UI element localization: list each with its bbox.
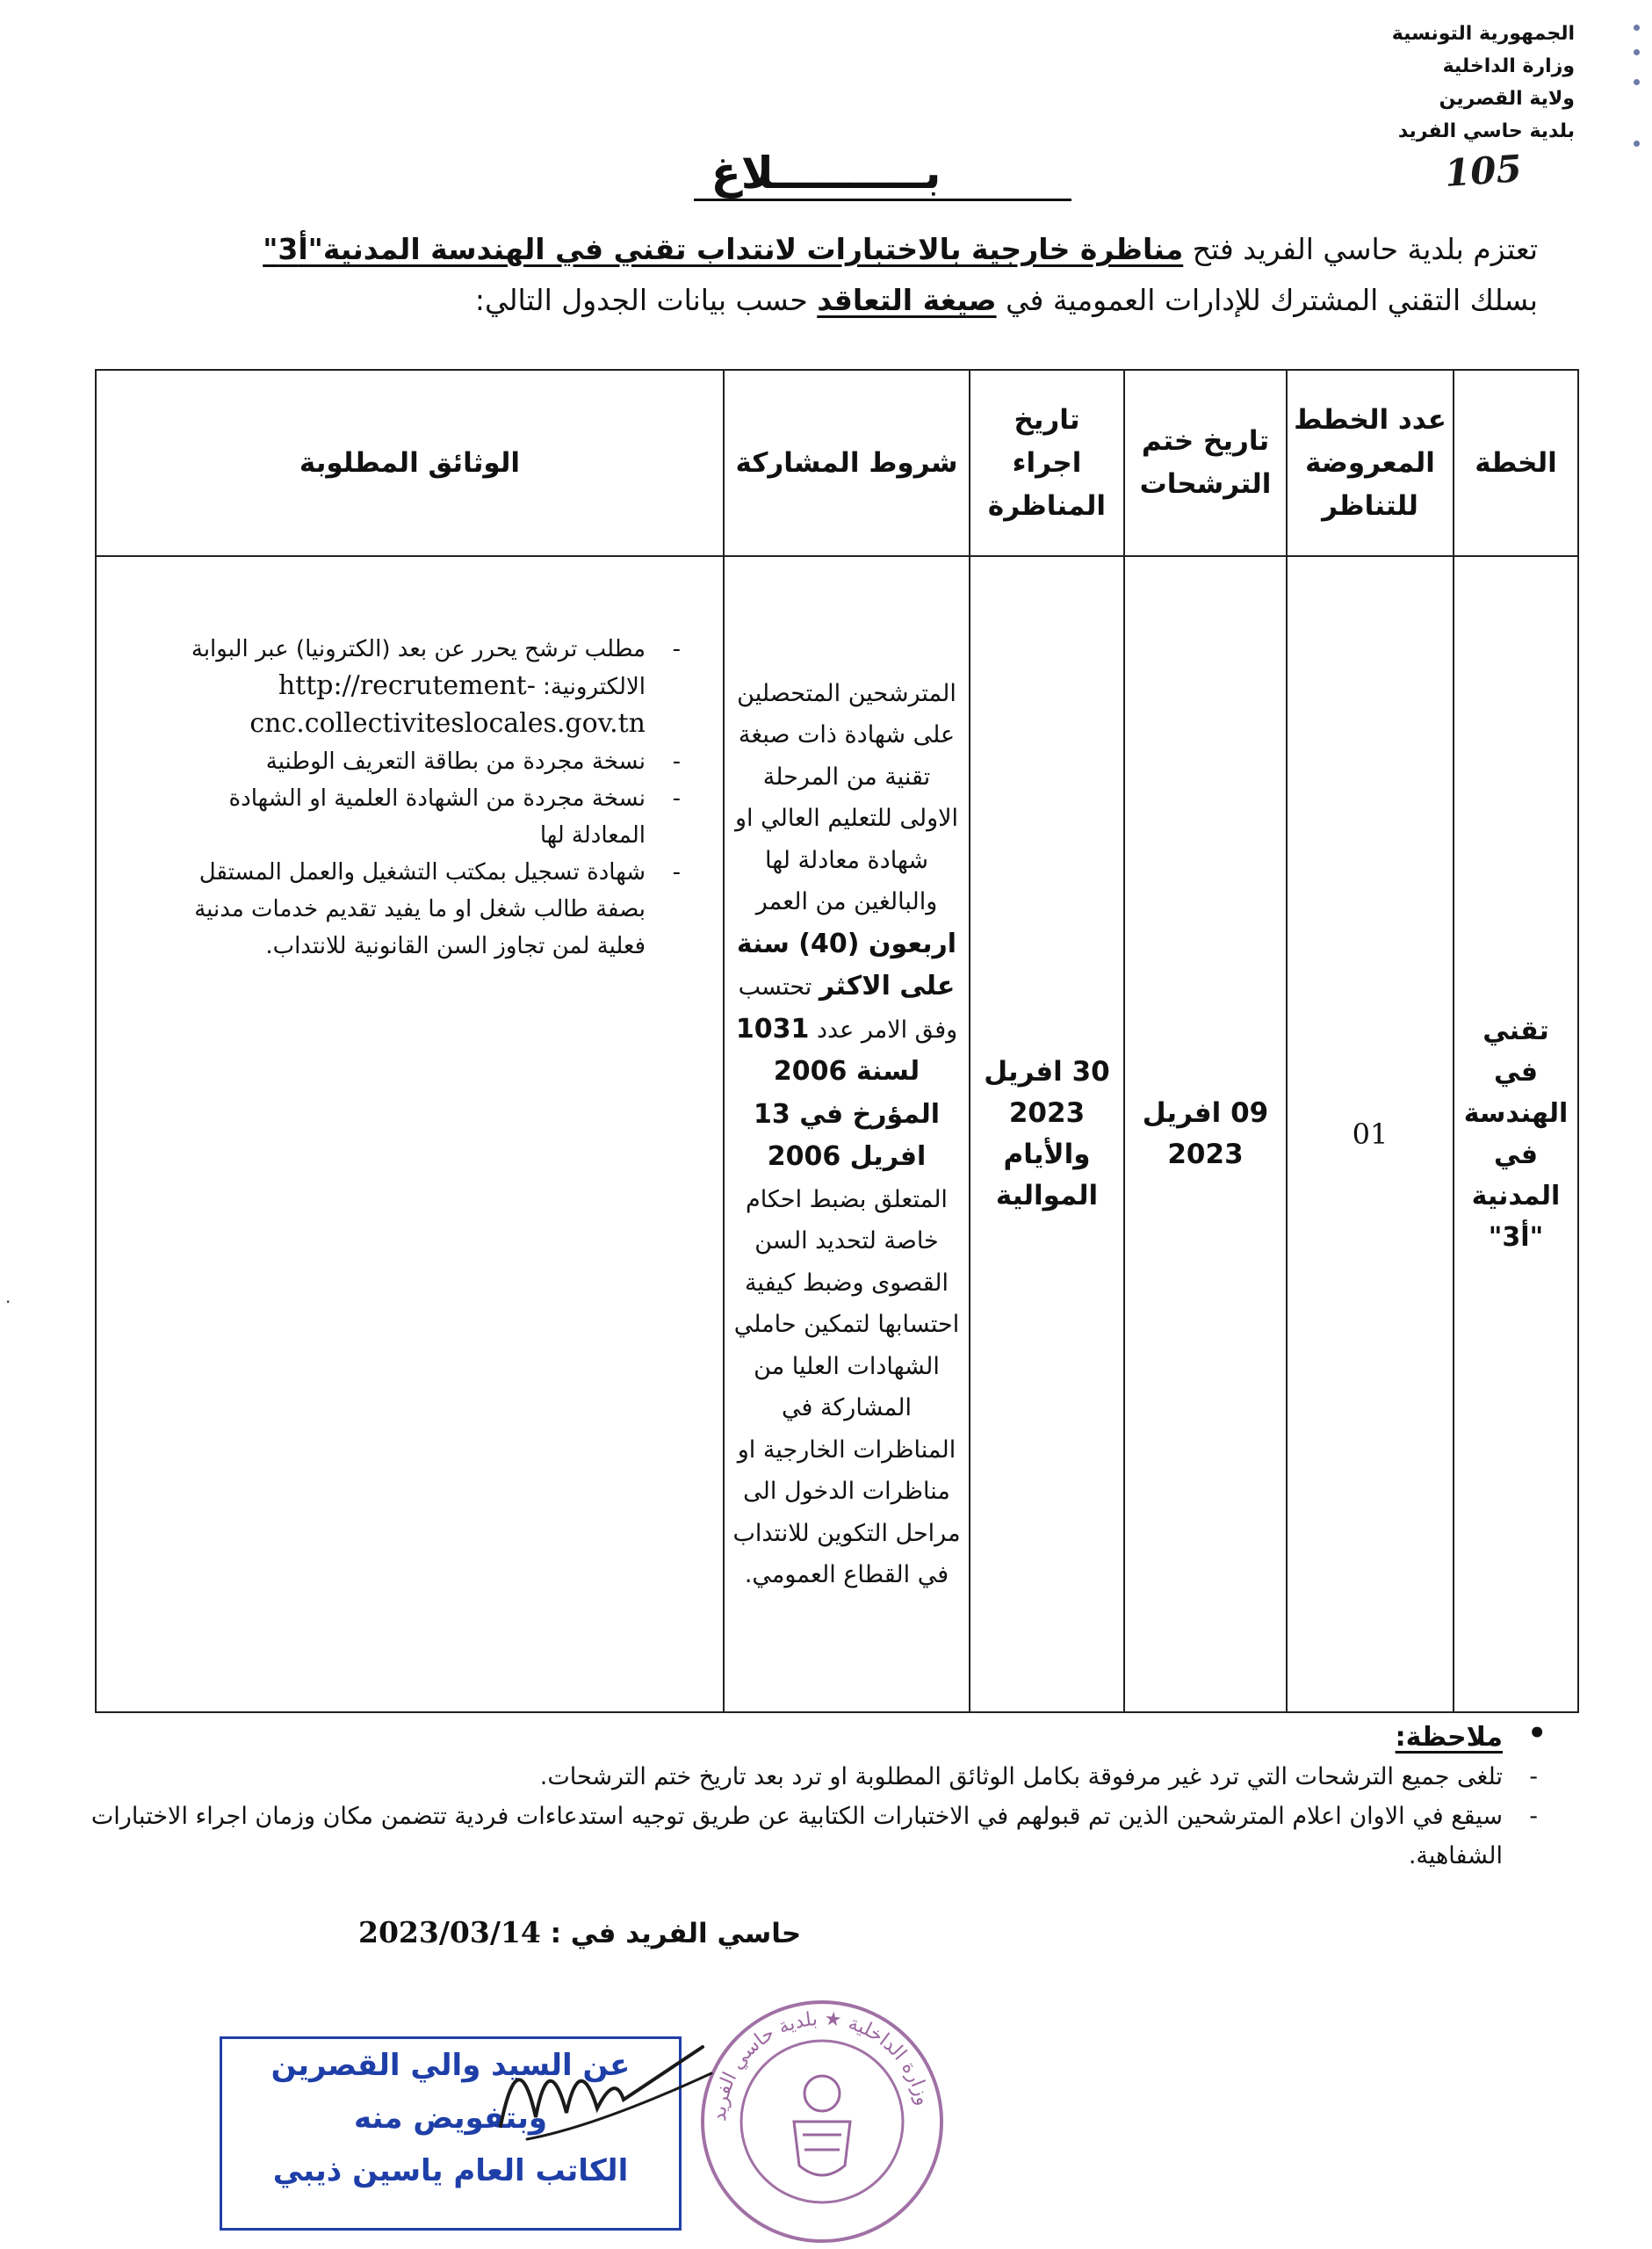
positions-table	[95, 369, 1579, 1713]
letterhead-line: الجمهورية التونسية	[1391, 23, 1575, 45]
official-stamp	[690, 1990, 954, 2249]
notes-title: • ملاحظة:	[71, 1717, 1547, 1757]
date-value: 2023/03/14	[358, 1915, 541, 1949]
cell-documents	[96, 556, 724, 1712]
notes-section	[71, 1717, 1547, 1876]
table-row	[96, 556, 1578, 1712]
conditions-part: المترشحين المتحصلين على شهادة ذات صبغة تقنية من المرحلة الاولى للتعليم العالي او شهادة معادلة لها والبالغين من العمر	[734, 679, 959, 915]
intro-text: حسب بيانات الجدول التالي:	[474, 283, 818, 317]
letterhead-line: وزارة الداخلية	[1442, 55, 1575, 77]
list-item: - شهادة تسجيل بمكتب التشغيل والعمل المستقل بصفة طالب شغل او ما يفيد تقديم خدمات مدنية فعلية لمن تجاوز السن القانونية للانتداب.	[156, 854, 681, 965]
letterhead-line: بلدية حاسي الفريد	[1397, 120, 1575, 142]
intro-text: تعتزم بلدية حاسي الفريد فتح	[1183, 232, 1538, 266]
signature-line: عن السيد والي القصرين	[271, 2048, 631, 2083]
date-line	[358, 1915, 801, 1949]
header-count: عدد الخطط المعروضة للتناظر	[1287, 370, 1454, 556]
date-place-label: حاسي الفريد في :	[550, 1918, 802, 1949]
cell-count: 01	[1287, 556, 1454, 1712]
header-conditions: شروط المشاركة	[724, 370, 970, 556]
note-item: - سيقع في الاوان اعلام المترشحين الذين تم قبولهم في الاختبارات الكتابية عن طريق توجيه استدعاءات فردية تتضمن مكان وزمان اجراء الاختبارات الشفاهية.	[71, 1797, 1547, 1876]
list-item	[156, 631, 681, 743]
header-plan: الخطة	[1454, 370, 1578, 556]
signature-line: وبتفويض منه	[353, 2101, 548, 2136]
cell-exam-date: 30 افريل 2023 والأيام الموالية	[970, 556, 1124, 1712]
title-underline	[694, 199, 1071, 201]
conditions-part: تحتسب وفق الامر عدد	[738, 973, 958, 1044]
note-item: - تلغى جميع الترشحات التي ترد غير مرفوقة بكامل الوثائق المطلوبة او ترد بعد تاريخ ختم الترشحات.	[71, 1757, 1547, 1797]
intro-contract-mode: صيغة التعاقد	[817, 283, 997, 317]
intro-paragraph	[115, 224, 1538, 326]
margin-dot	[1634, 79, 1640, 85]
margin-dot	[1634, 49, 1640, 55]
stamp-text: وزارة الداخلية ★ بلدية حاسي الفريد	[708, 2007, 934, 2122]
portal-link[interactable]: http://recrutement-cnc.collectiviteslocales.gov.tn	[249, 670, 646, 739]
conditions-part: المتعلق بضبط احكام خاصة لتحديد السن القصوى وضبط كيفية احتسابها لتمكين حاملي الشهادات العليا من المشاركة في المناظرات الخارجية او مناظرات الدخول الى مراحل التكوين للانتداب في القطاع العمومي.	[732, 1185, 961, 1588]
letterhead	[1294, 18, 1575, 148]
margin-dot	[1634, 25, 1640, 31]
header-closing-date: تاريخ ختم الترشحات	[1124, 370, 1287, 556]
margin-dot	[1634, 141, 1640, 147]
intro-text: بسلك التقني المشترك للإدارات العمومية في	[996, 283, 1538, 317]
cell-plan: تقني في الهندسة في المدنية "أ3"	[1454, 556, 1578, 1712]
signature-line: الكاتب العام ياسين ذيبي	[272, 2153, 629, 2188]
documents-list	[104, 631, 716, 965]
margin-mark: ·	[5, 1291, 11, 1313]
cell-closing-date: 09 افريل 2023	[1124, 556, 1287, 1712]
conditions-age: اربعون (40) سنة على الاكثر	[736, 928, 957, 1002]
header-exam-date: تاريخ اجراء المناظرة	[970, 370, 1124, 556]
list-item: - نسخة مجردة من الشهادة العلمية او الشهادة المعادلة لها	[156, 780, 681, 854]
document-title: بــــــــــلاغ	[711, 148, 941, 199]
list-item: - نسخة مجردة من بطاقة التعريف الوطنية	[156, 743, 681, 780]
letterhead-line: ولاية القصرين	[1439, 88, 1575, 110]
document-item-text: مطلب ترشح يحرر عن بعد (الكترونيا) عبر البوابة الالكترونية:	[191, 636, 646, 700]
intro-competition-name: مناظرة خارجية بالاختبارات لانتداب تقني في الهندسة المدنية"أ3"	[263, 232, 1184, 266]
emblem-icon	[794, 2076, 850, 2175]
conditions-decree: 1031 لسنة 2006 المؤرخ في 13 افريل 2006	[735, 1013, 940, 1172]
handwritten-signature	[492, 2021, 720, 2161]
reference-number: 105	[1443, 147, 1524, 195]
cell-conditions	[724, 556, 970, 1712]
conditions-text	[732, 673, 962, 1596]
table-header-row	[96, 370, 1578, 556]
header-documents: الوثائق المطلوبة	[96, 370, 724, 556]
